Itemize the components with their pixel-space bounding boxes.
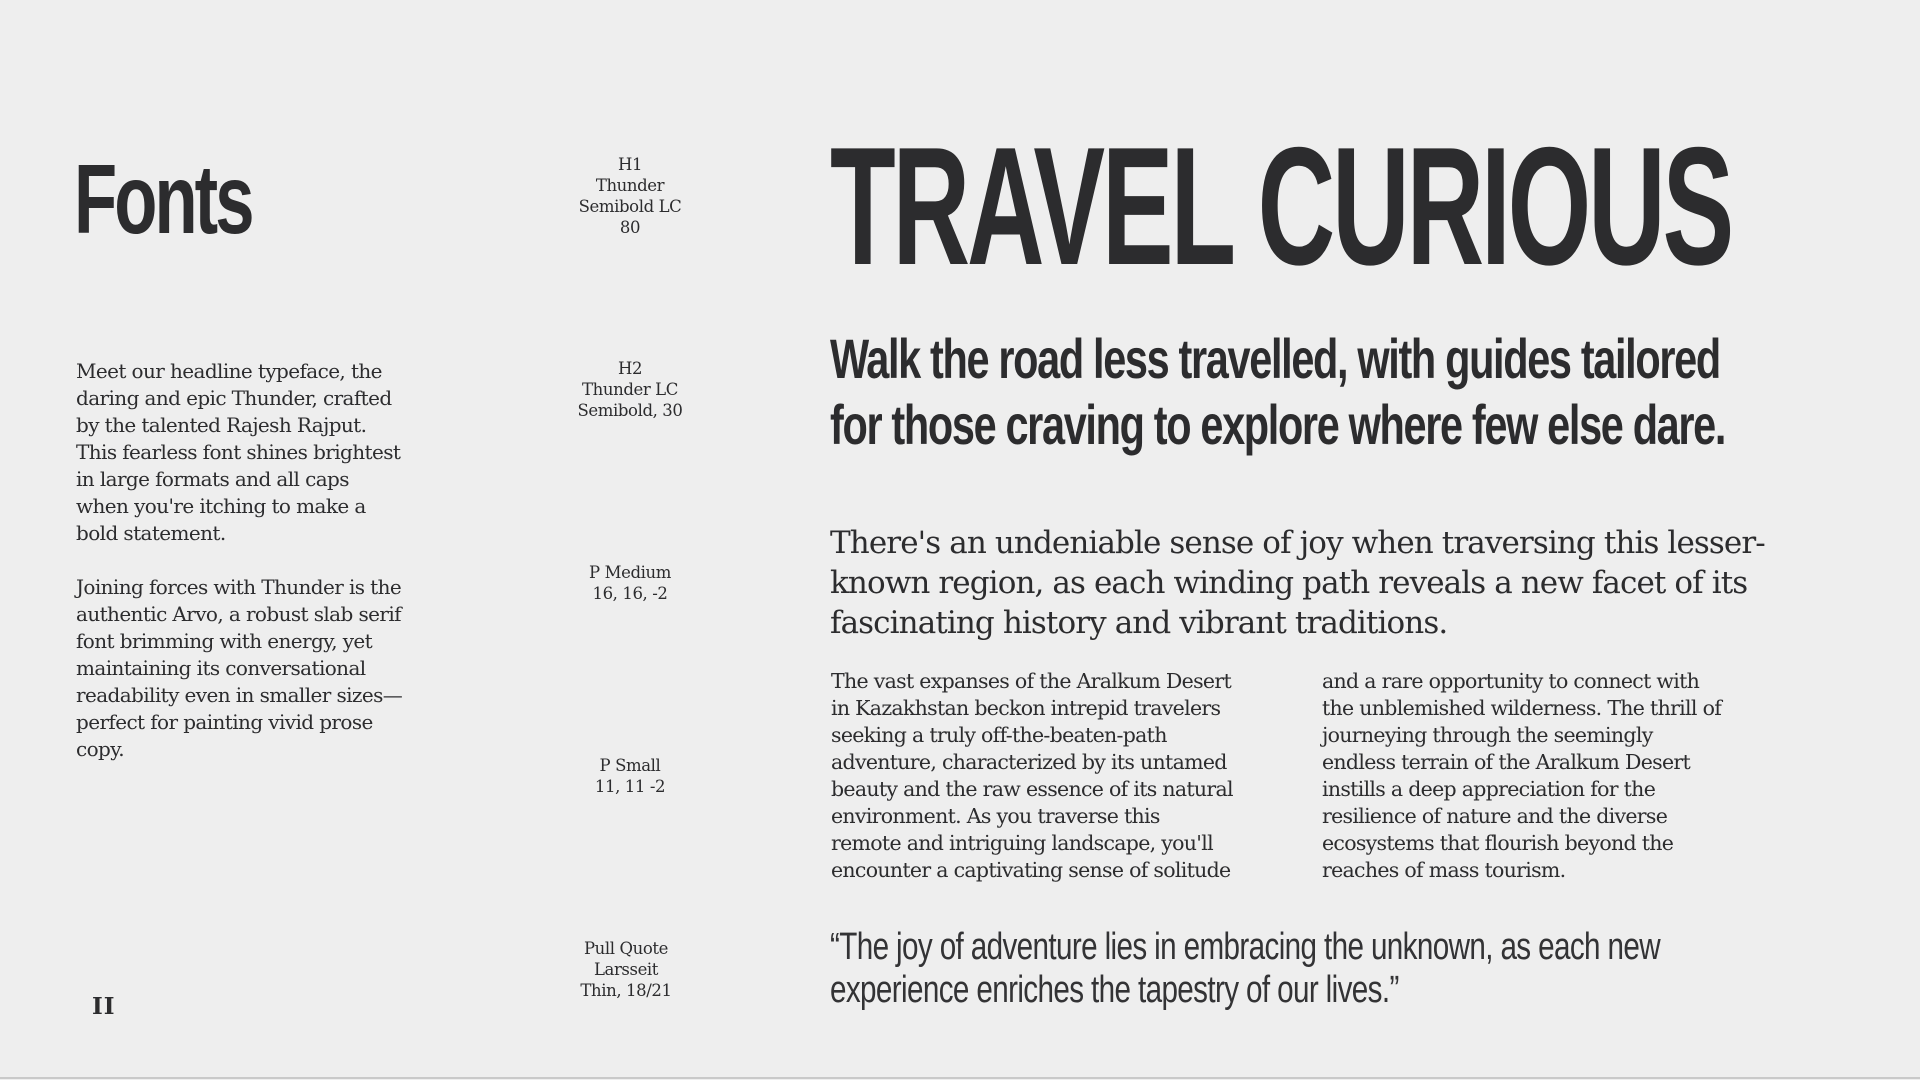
h1-sample: TRAVEL CURIOUS	[830, 112, 1732, 300]
p-small-line: resilience of nature and the diverse	[1322, 804, 1668, 828]
p-small-line: ecosystems that flourish beyond the	[1322, 831, 1674, 855]
p-small-line: instills a deep appreciation for the	[1322, 777, 1656, 801]
p-small-line: reaches of mass tourism.	[1322, 858, 1566, 882]
p-small-line: The vast expanses of the Aralkum Desert	[831, 669, 1231, 693]
spec-label-p-medium	[545, 562, 715, 604]
p-medium-line: fascinating history and vibrant traditions.	[830, 605, 1448, 641]
spec-line: Thin, 18/21	[580, 981, 672, 1000]
h2-sample	[830, 326, 1777, 458]
spec-line: 16, 16, -2	[592, 584, 668, 603]
spec-line: 11, 11 -2	[594, 777, 666, 796]
spec-line: Pull Quote	[583, 939, 668, 958]
intro-paragraph: Joining forces with Thunder is the authentic Arvo, a robust slab serif font brimming with energy, yet maintaining its conversational readability even in smaller sizes—perfect for painting vivid prose copy.	[76, 575, 403, 761]
spec-line: Thunder LC	[582, 380, 678, 399]
p-small-line: and a rare opportunity to connect with	[1322, 669, 1700, 693]
page-title: Fonts	[74, 144, 252, 254]
page-number: II	[92, 993, 116, 1020]
pull-quote-line: “The joy of adventure lies in embracing the unknown, as each new	[830, 926, 1661, 968]
p-small-line: beauty and the raw essence of its natural	[831, 777, 1233, 801]
spec-line: Semibold LC	[578, 197, 682, 216]
intro-text	[76, 358, 406, 790]
p-small-column-1	[831, 668, 1301, 884]
p-small-line: journeying through the seemingly	[1322, 723, 1653, 747]
spec-label-pull-quote	[541, 938, 711, 1001]
spec-line: P Medium	[589, 563, 671, 582]
spec-line: Thunder	[595, 176, 665, 195]
spec-line: H2	[617, 359, 643, 378]
p-medium-line: known region, as each winding path reveals a new facet of its	[830, 565, 1748, 601]
p-small-line: seeking a truly off-the-beaten-path	[831, 723, 1167, 747]
pull-quote-sample	[830, 926, 1688, 1012]
p-medium-line: There's an undeniable sense of joy when traversing this lesser-	[830, 525, 1765, 561]
h2-line: for those craving to explore where few else dare.	[830, 393, 1726, 456]
p-small-line: encounter a captivating sense of solitude	[831, 858, 1231, 882]
pull-quote-line: experience enriches the tapestry of our lives.”	[830, 969, 1399, 1011]
spec-label-h1	[545, 154, 715, 238]
intro-paragraph: Meet our headline typeface, the daring and epic Thunder, crafted by the talented Rajesh Rajput. This fearless font shines brightest in large formats and all caps when you're itching to make a bold statement.	[76, 359, 401, 545]
spec-line: 80	[619, 218, 641, 237]
p-small-line: the unblemished wilderness. The thrill of	[1322, 696, 1722, 720]
spec-line: P Small	[599, 756, 661, 775]
p-medium-sample	[830, 523, 1790, 643]
p-small-line: environment. As you traverse this	[831, 804, 1160, 828]
p-small-line: endless terrain of the Aralkum Desert	[1322, 750, 1691, 774]
spec-line: H1	[617, 155, 643, 174]
p-small-line: adventure, characterized by its untamed	[831, 750, 1227, 774]
spec-label-p-small	[545, 755, 715, 797]
spec-label-h2	[545, 358, 715, 421]
bottom-divider	[0, 1077, 1920, 1079]
p-small-line: remote and intriguing landscape, you'll	[831, 831, 1213, 855]
h2-line: Walk the road less travelled, with guides tailored	[830, 327, 1720, 390]
p-small-line: in Kazakhstan beckon intrepid travelers	[831, 696, 1221, 720]
spec-line: Semibold, 30	[577, 401, 683, 420]
p-small-column-2	[1322, 668, 1792, 884]
spec-line: Larsseit	[593, 960, 659, 979]
